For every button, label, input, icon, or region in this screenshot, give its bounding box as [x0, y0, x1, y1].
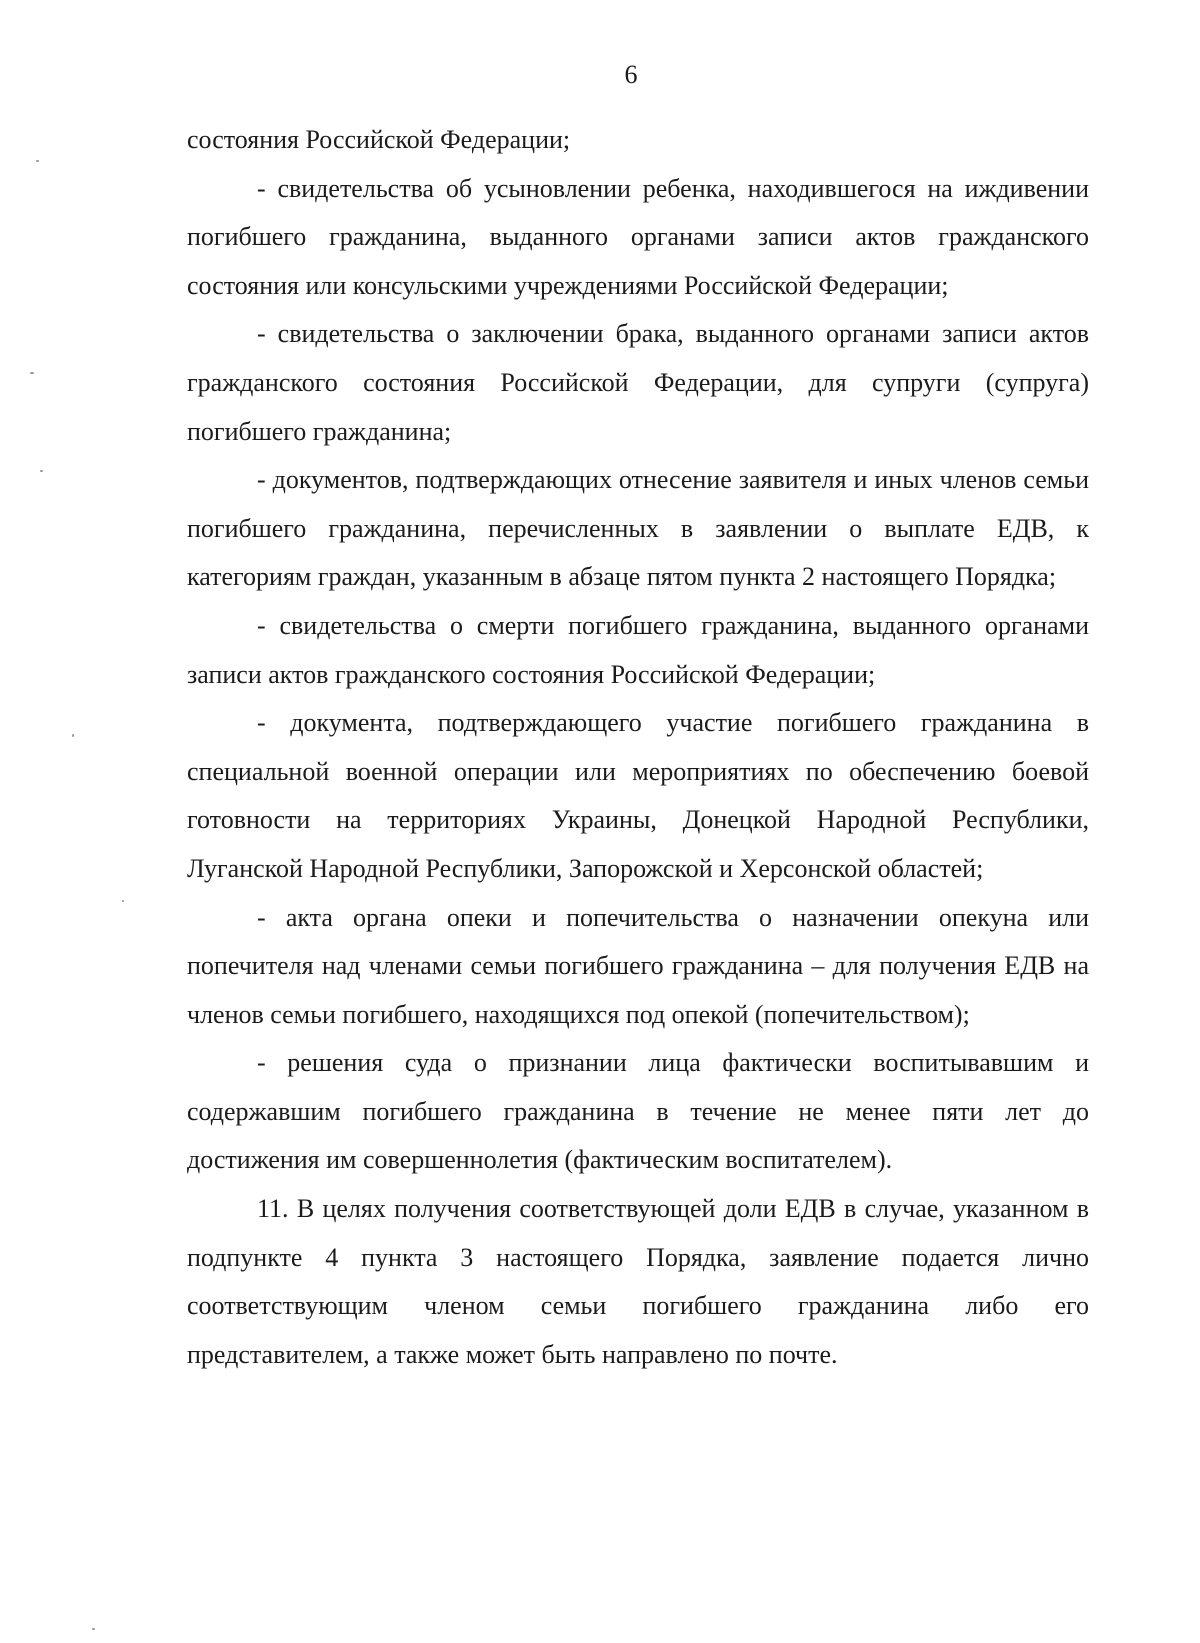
scan-speck [72, 734, 74, 737]
paragraph-guardianship-act: - акта органа опеки и попечительства о назначении опекуна или попечителя над членами семьи погибшего гражданина – для получения ЕДВ на членов семьи погибшего, находящихся под опекой (попечительством); [187, 902, 1089, 1029]
paragraph-court-decision: - решения суда о признании лица фактически воспитывавшим и содержавшим погибшего гражданина в течение не менее пяти лет до достижения им совершеннолетия (фактическим воспитателем). [187, 1048, 1089, 1175]
document-body [187, 116, 1089, 1379]
paragraph-adoption-certificate: - свидетельства об усыновлении ребенка, находившегося на иждивении погибшего гражданина, выданного органами записи актов гражданского состояния или консульскими учреждениями Российской Федерации; [187, 173, 1089, 300]
scan-speck [122, 900, 124, 902]
page-number: 6 [624, 60, 638, 89]
paragraph-item-11: 11. В целях получения соответствующей доли ЕДВ в случае, указанном в подпункте 4 пункта 3 настоящего Порядка, заявление подается лично соответствующим членом семьи погибшего гражданина либо его представителем, а также может быть направлено по почте. [187, 1194, 1089, 1369]
scan-speck [36, 160, 39, 162]
paragraph-participation-document: - документа, подтверждающего участие погибшего гражданина в специальной военной операции или мероприятиях по обеспечению боевой готовности на территориях Украины, Донецкой Народной Республики, Луганской Народной Республики, Запорожской и Херсонской областей; [187, 708, 1089, 883]
paragraph-death-certificate: - свидетельства о смерти погибшего гражданина, выданного органами записи актов гражданского состояния Российской Федерации; [187, 610, 1089, 689]
scan-speck [30, 372, 34, 374]
paragraph-family-documents: - документов, подтверждающих отнесение заявителя и иных членов семьи погибшего гражданина, перечисленных в заявлении о выплате ЕДВ, к категориям граждан, указанным в абзаце пятом пункта 2 настоящего Порядка; [187, 465, 1089, 592]
scan-speck [92, 1628, 95, 1630]
paragraph-marriage-certificate: - свидетельства о заключении брака, выданного органами записи актов гражданского состояния Российской Федерации, для супруги (супруга) погибшего гражданина; [187, 319, 1089, 446]
scan-speck [40, 470, 43, 472]
paragraph-continuation: состояния Российской Федерации; [187, 125, 571, 154]
